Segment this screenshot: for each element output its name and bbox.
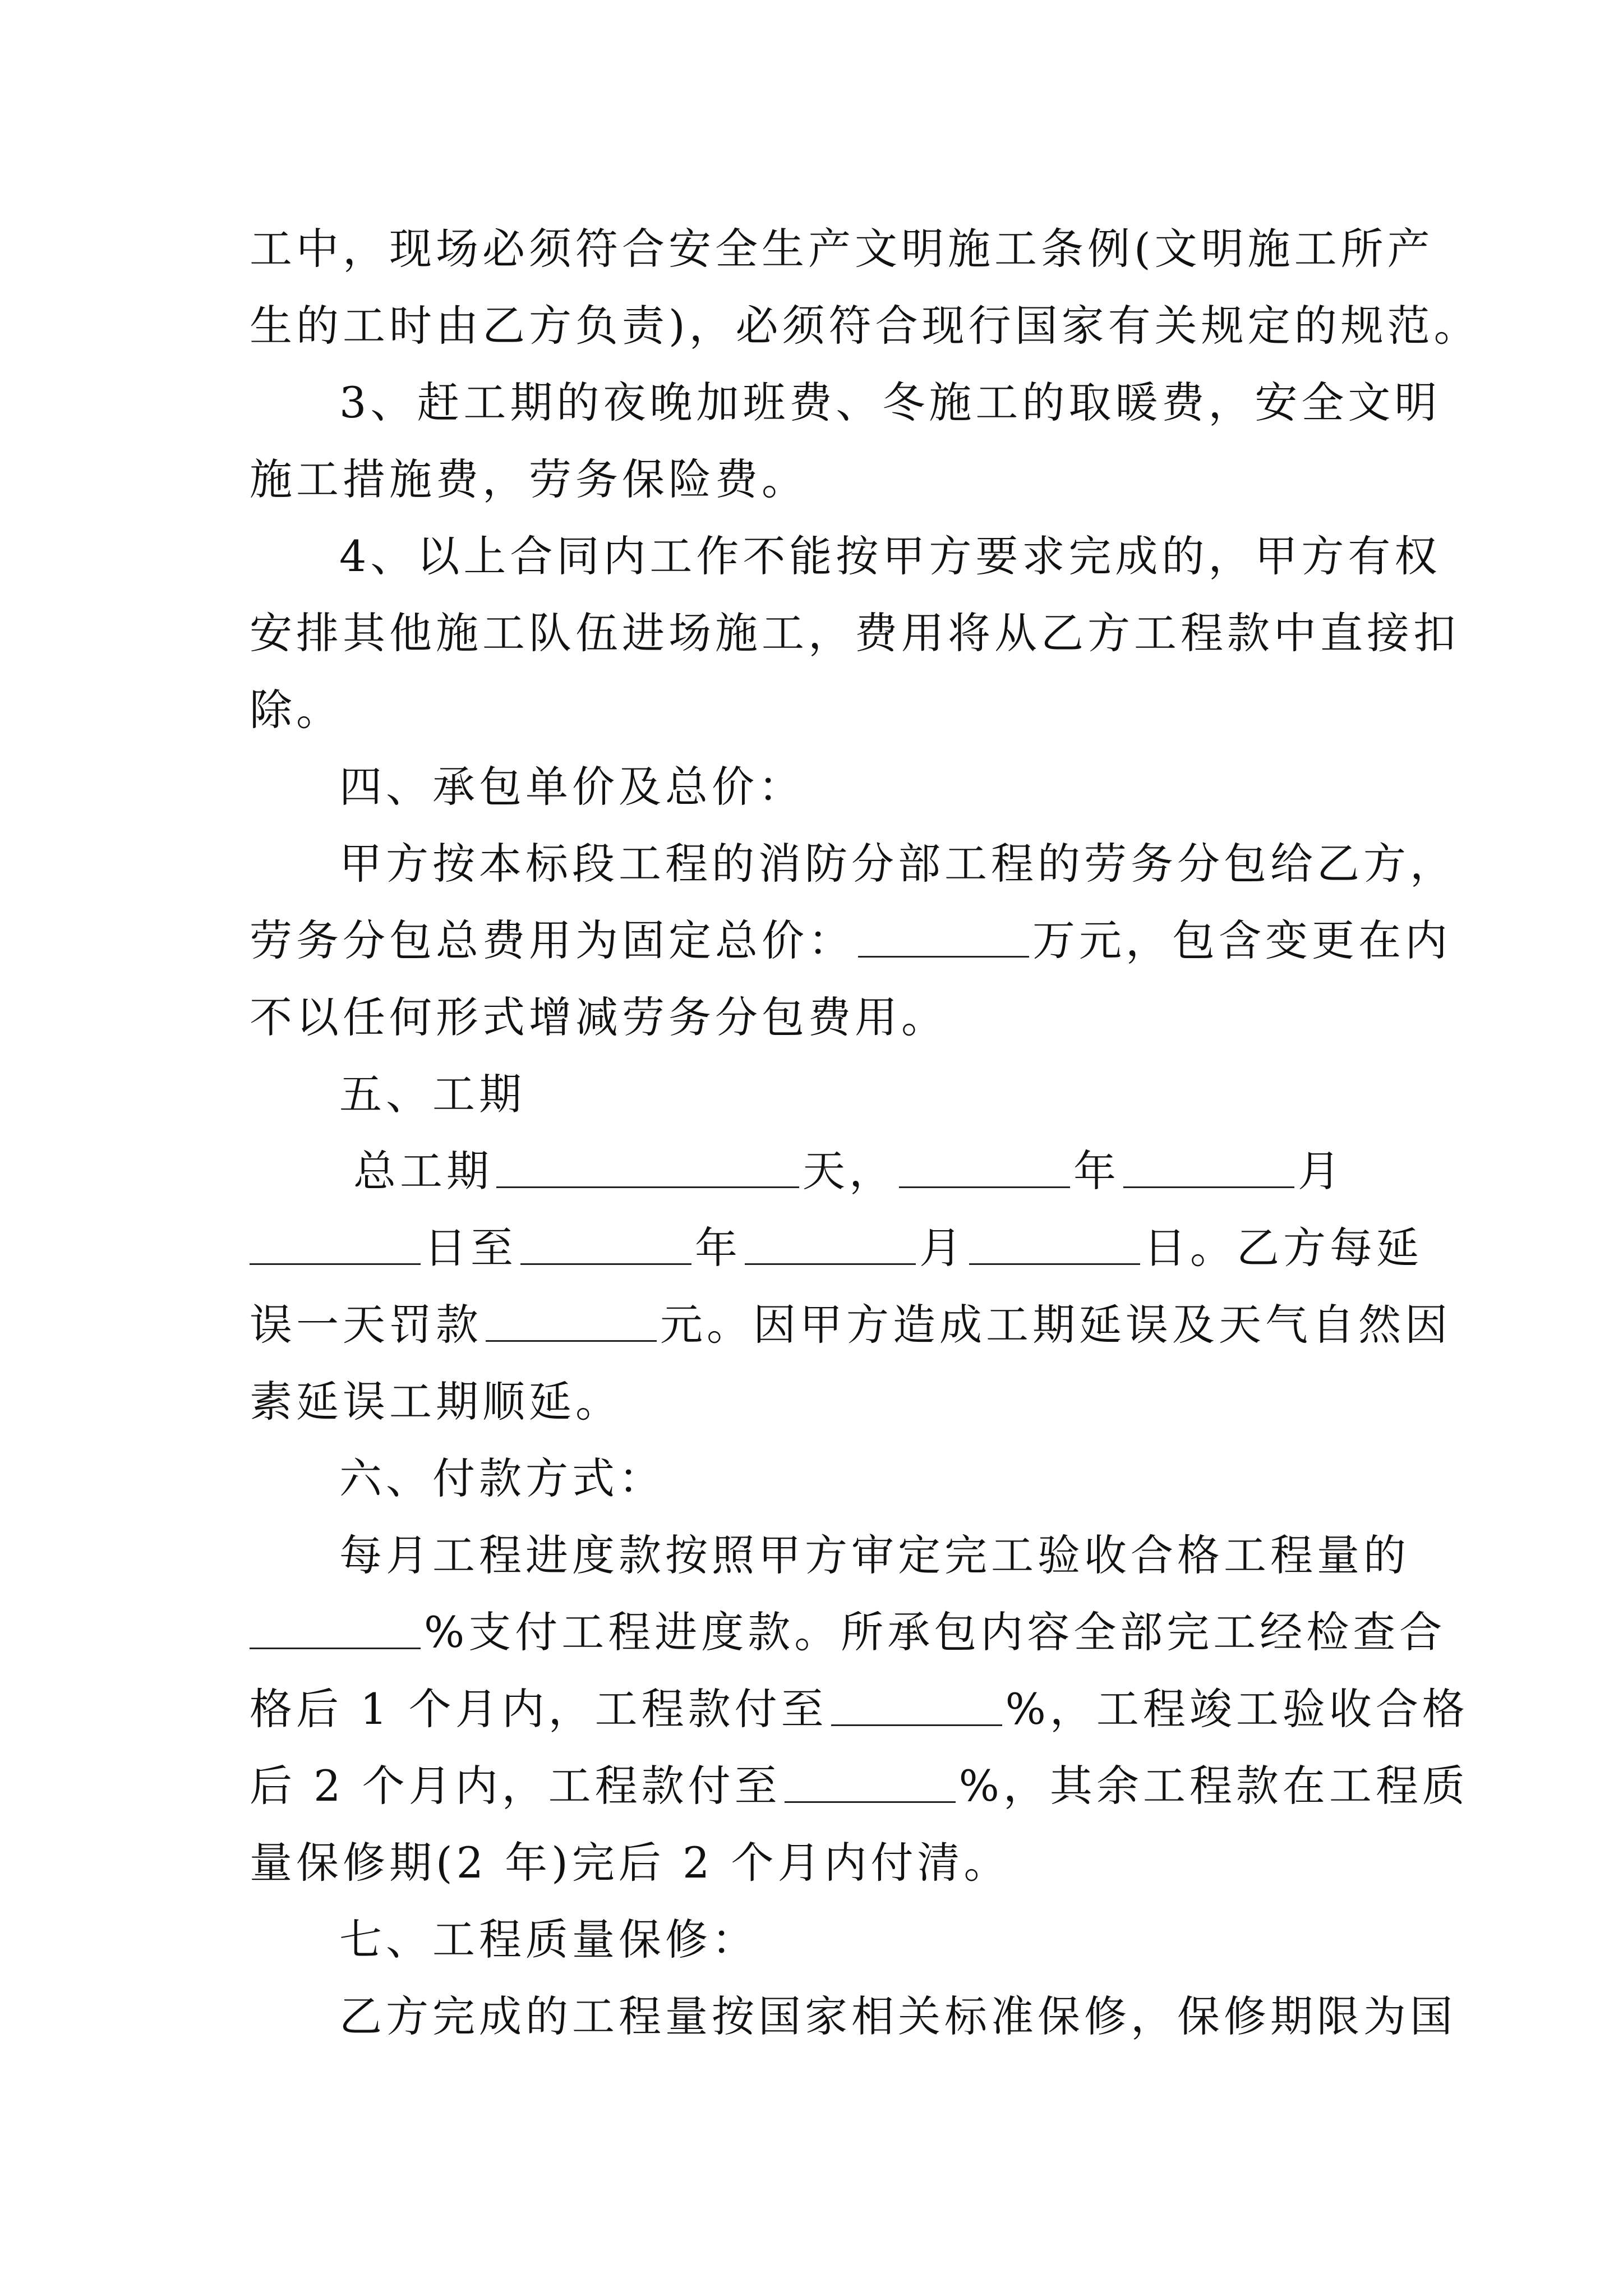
text-line [250, 1286, 1451, 1363]
text-span: 万元，包含变更在内 [1032, 915, 1451, 965]
blank-days [496, 1155, 799, 1188]
text-span: %，其余工程款在工程质 [958, 1761, 1469, 1811]
text-span: 总工期 [353, 1146, 493, 1196]
text-line [250, 1671, 1469, 1747]
section-heading-4: 四、承包单价及总价： [339, 762, 805, 812]
text-span: 日。乙方每延 [1144, 1223, 1423, 1273]
text-line: 工中，现场必须符合安全生产文明施工条例(文明施工所产 [250, 224, 1434, 274]
text-line: 除。 [250, 685, 343, 735]
section-heading-5: 五、工期 [339, 1069, 525, 1119]
text-line: 安排其他施工队伍进场施工，费用将从乙方工程款中直接扣 [250, 608, 1460, 658]
text-span: 元。因甲方造成工期延误及天气自然因 [660, 1300, 1451, 1350]
clause-4: 4、以上合同内工作不能按甲方要求完成的，甲方有权 [339, 531, 1441, 581]
text-line [250, 1747, 1469, 1824]
blank-penalty [486, 1309, 657, 1342]
text-line [250, 1133, 1394, 1209]
blank-completion-percent [831, 1693, 1002, 1726]
text-span: 后 2 个月内，工程款付至 [250, 1761, 781, 1811]
text-span: 年 [1073, 1146, 1120, 1196]
text-line: 施工措施费，劳务保险费。 [250, 454, 808, 504]
blank-acceptance-percent [785, 1770, 956, 1803]
blank-end-day [969, 1232, 1140, 1265]
text-line: 素延误工期顺延。 [250, 1377, 622, 1427]
text-line: 不以任何形式增减劳务分包费用。 [250, 992, 948, 1042]
text-line: 生的工时由乙方负责)，必须符合现行国家有关规定的规范。 [250, 301, 1481, 351]
section-heading-6: 六、付款方式： [339, 1453, 665, 1503]
blank-end-year [520, 1232, 691, 1265]
text-line: 甲方按本标段工程的消防分部工程的劳务分包给乙方， [339, 839, 1456, 889]
blank-end-month [745, 1232, 916, 1265]
blank-total-price [858, 924, 1029, 958]
text-span: 格后 1 个月内，工程款付至 [250, 1684, 828, 1734]
text-span: 天， [803, 1146, 896, 1196]
text-line [250, 1594, 1446, 1671]
text-span: 月 [919, 1223, 966, 1273]
text-line: 乙方完成的工程量按国家相关标准保修，保修期限为国 [339, 1991, 1456, 2041]
text-span: 误一天罚款 [250, 1300, 482, 1350]
blank-start-day [250, 1232, 421, 1265]
text-line [250, 902, 1451, 979]
text-line: 每月工程进度款按照甲方审定完工验收合格工程量的 [339, 1530, 1410, 1580]
text-span: %，工程竣工验收合格 [1005, 1684, 1469, 1734]
text-span: 劳务分包总费用为固定总价： [250, 915, 855, 965]
text-span: 年 [695, 1223, 741, 1273]
text-span: %支付工程进度款。所承包内容全部完工经检查合 [424, 1607, 1446, 1657]
section-heading-7: 七、工程质量保修： [339, 1915, 758, 1964]
blank-start-month [1123, 1155, 1294, 1188]
text-line: 量保修期(2 年)完后 2 个月内付清。 [250, 1838, 1011, 1888]
text-line [250, 1209, 1423, 1286]
clause-3: 3、赶工期的夜晚加班费、冬施工的取暖费，安全文明 [339, 378, 1441, 427]
blank-progress-percent [250, 1616, 421, 1649]
text-span: 月 [1298, 1146, 1344, 1196]
blank-start-year [899, 1155, 1070, 1188]
document-body [250, 210, 1481, 2055]
text-span: 日至 [424, 1223, 517, 1273]
